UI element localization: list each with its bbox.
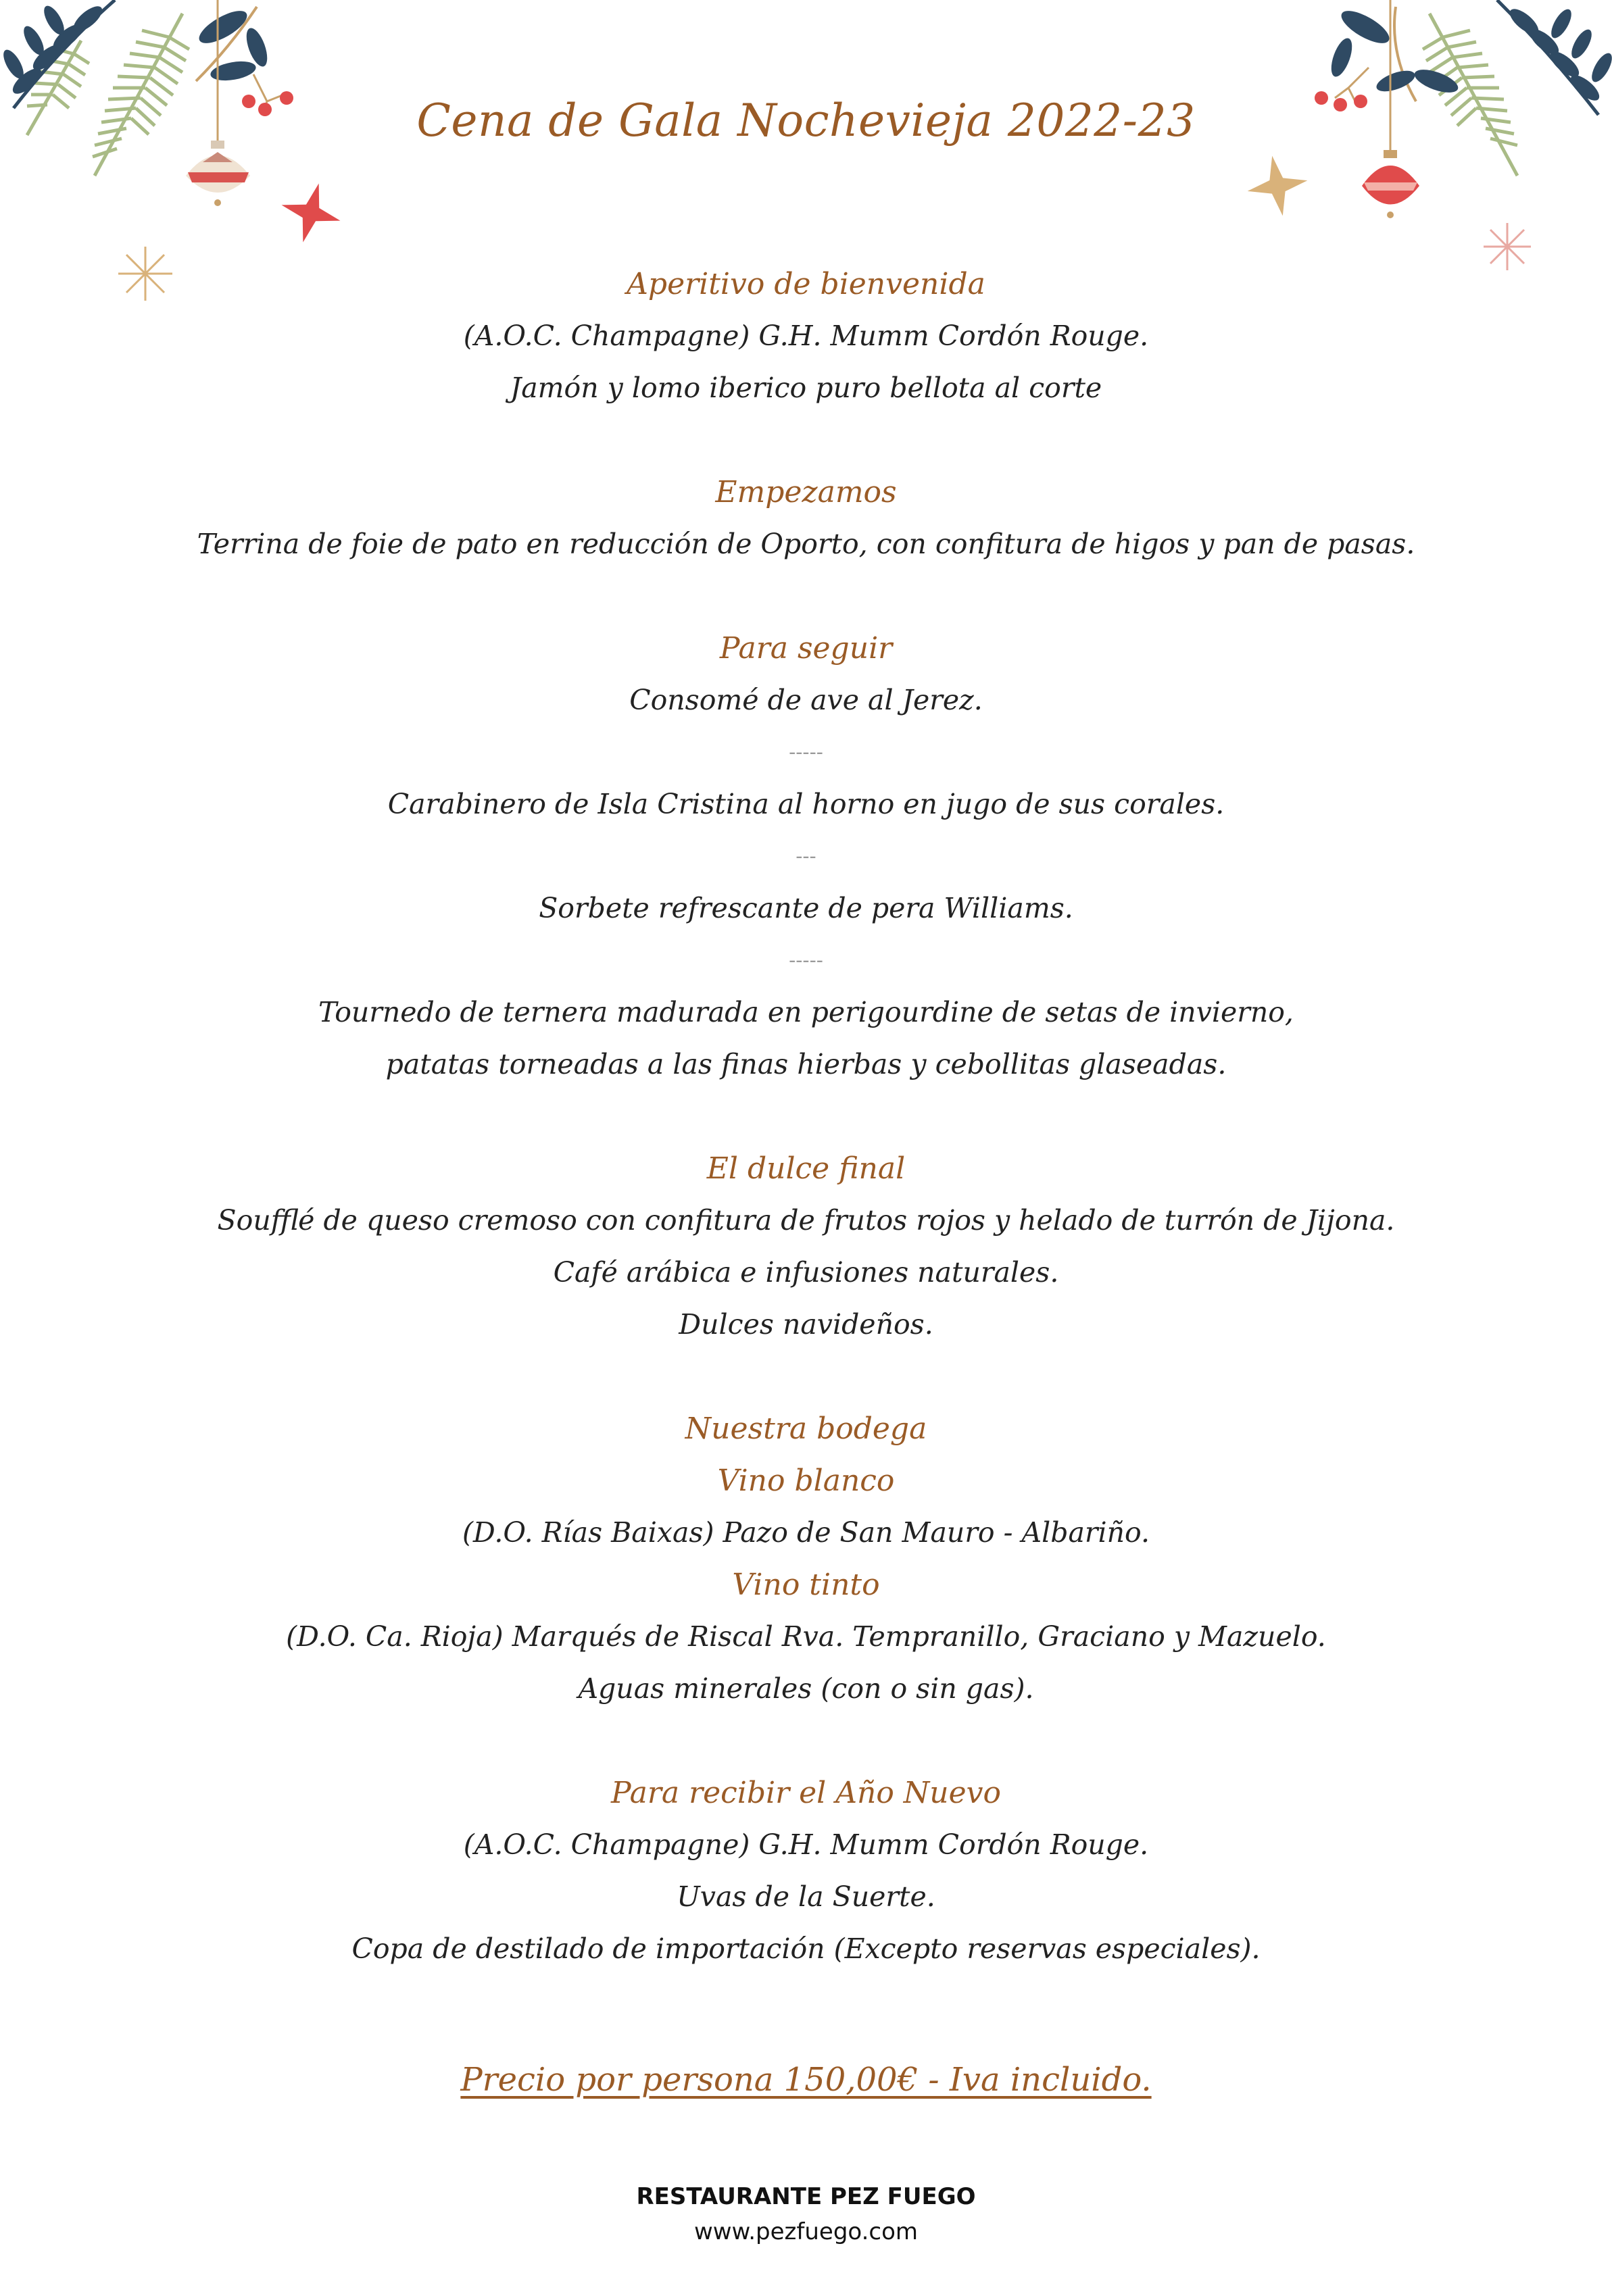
menu-item: Jamón y lomo iberico puro bellota al corte: [510, 372, 1102, 404]
page-title: Cena de Gala Nochevieja 2022-23: [416, 95, 1196, 147]
menu-item: Uvas de la Suerte.: [677, 1880, 935, 1913]
course-separator: ---: [796, 845, 816, 868]
menu-list: [0, 258, 1612, 1975]
menu-item: Consomé de ave al Jerez.: [629, 684, 983, 716]
section-heading: Vino tinto: [732, 1568, 880, 1602]
spacer: [0, 570, 1612, 622]
footer: [0, 2179, 1612, 2249]
menu-item: Carabinero de Isla Cristina al horno en jugo de sus corales.: [387, 788, 1225, 820]
price-line: Precio por persona 150,00€ - Iva incluido.: [460, 2061, 1152, 2099]
section-heading: Para recibir el Año Nuevo: [610, 1776, 1002, 1810]
section-heading: Empezamos: [715, 475, 897, 509]
section-heading: Nuestra bodega: [685, 1412, 927, 1446]
menu-item: Terrina de foie de pato en reducción de Oporto, con confitura de higos y pan de pasas.: [197, 528, 1415, 560]
star-icon: [1242, 151, 1313, 221]
menu-item: (A.O.C. Champagne) G.H. Mumm Cordón Rouge.: [463, 320, 1149, 352]
course-separator: -----: [789, 949, 823, 972]
menu-item: Tournedo de ternera madurada en perigourdine de setas de invierno,: [318, 996, 1294, 1028]
section-heading: Vino blanco: [717, 1464, 895, 1498]
menu-item: (D.O. Rías Baixas) Pazo de San Mauro - Albariño.: [462, 1516, 1150, 1549]
website-link[interactable]: www.pezfuego.com: [693, 2218, 919, 2245]
menu-item: Aguas minerales (con o sin gas).: [578, 1672, 1034, 1705]
section-heading: Aperitivo de bienvenida: [627, 267, 985, 301]
restaurant-name: RESTAURANTE PEZ FUEGO: [636, 2183, 976, 2210]
star-icon: [274, 176, 348, 250]
menu-item: Sorbete refrescante de pera Williams.: [539, 892, 1073, 924]
menu-item: (D.O. Ca. Rioja) Marqués de Riscal Rva. Tempranillo, Graciano y Mazuelo.: [286, 1620, 1326, 1653]
menu-item: Soufflé de queso cremoso con confitura de frutos rojos y helado de turrón de Jijona.: [217, 1204, 1395, 1237]
menu-item: Café arábica e infusiones naturales.: [553, 1256, 1059, 1289]
spacer: [0, 1351, 1612, 1403]
spacer: [0, 414, 1612, 466]
course-separator: -----: [789, 741, 823, 764]
menu-item: patatas torneadas a las finas hierbas y cebollitas glaseadas.: [385, 1048, 1227, 1080]
menu-item: (A.O.C. Champagne) G.H. Mumm Cordón Rouge.: [463, 1828, 1149, 1861]
section-heading: El dulce final: [706, 1151, 906, 1186]
spacer: [0, 1715, 1612, 1767]
section-heading: Para seguir: [719, 631, 893, 666]
menu-item: Copa de destilado de importación (Excepto reservas especiales).: [351, 1932, 1261, 1965]
menu-item: Dulces navideños.: [679, 1308, 933, 1341]
spacer: [0, 1091, 1612, 1143]
